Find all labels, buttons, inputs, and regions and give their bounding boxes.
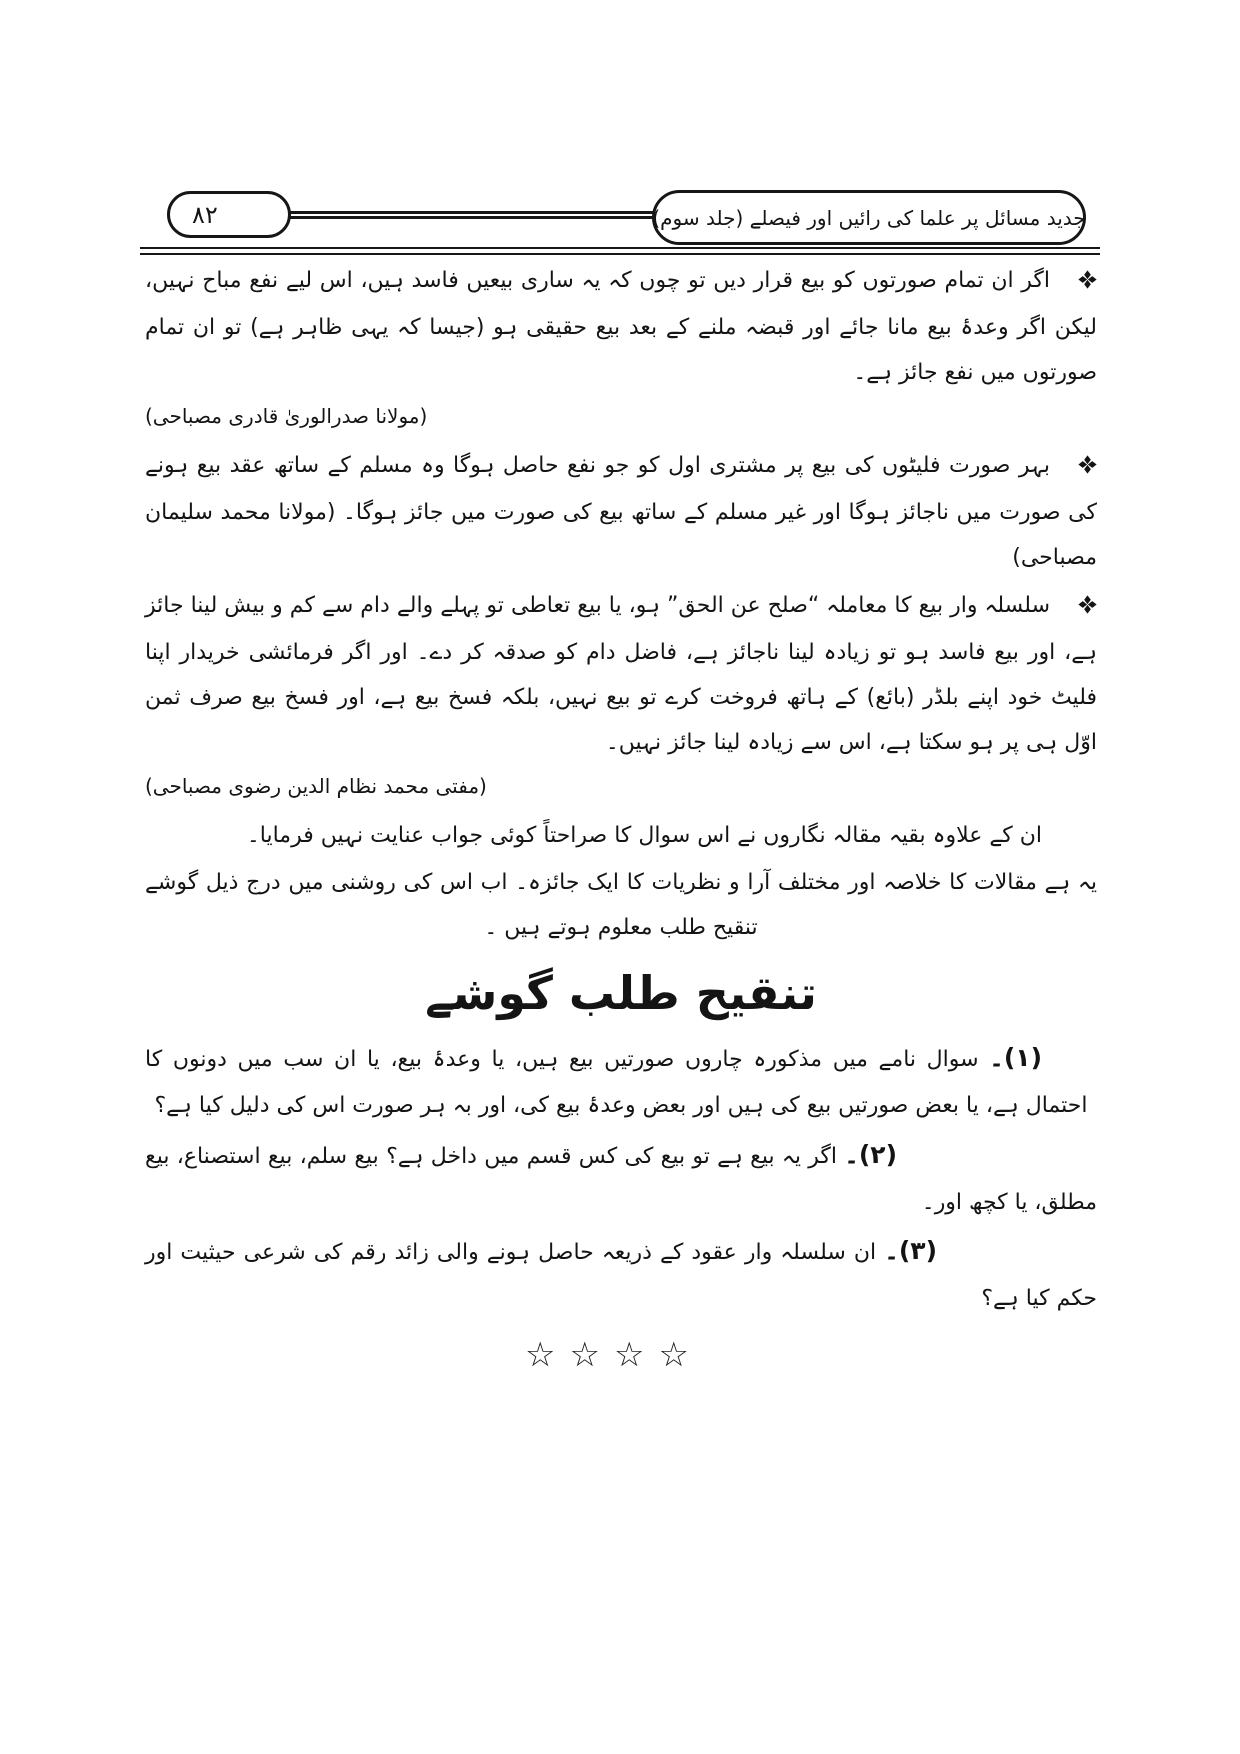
- header-connector-line: [289, 211, 655, 219]
- book-title: جدید مسائل پر علما کی رائیں اور فیصلے (جلد سوم): [652, 205, 1086, 230]
- bullet-text: اگر ان تمام صورتوں کو بیع قرار دیں تو چوں کہ یہ ساری بیعیں فاسد ہیں، اس لیے نفع مباح نہیں، لیکن اگر وعدۂ بیع مانا جائے اور قبضہ ملنے کے بعد بیع حقیقی ہو (جیسا کہ یہی ظاہر ہے) تو ان تمام صورتوں میں نفع جائز ہے۔: [145, 268, 1097, 386]
- numbered-item: [145, 1032, 1097, 1128]
- numbered-item: [145, 1225, 1097, 1321]
- diamond-bullet-icon: [1078, 260, 1097, 305]
- item-text: سوال نامے میں مذکورہ چاروں صورتیں بیع ہیں، یا وعدۂ بیع، یا ان سب میں دونوں کا احتمال ہے، یا بعض صورتیں بیع کی ہیں اور بعض وعدۂ بیع کی، اور بہ ہر صورت اس کی دلیل کیا ہے؟: [145, 1047, 1088, 1119]
- item-number: (۳)۔: [884, 1235, 937, 1265]
- numbered-item: [145, 1129, 1097, 1225]
- bullet-paragraph: [145, 258, 1097, 395]
- attribution: (مفتی محمد نظام الدین رضوی مصباحی): [145, 773, 487, 798]
- item-text: اگر یہ بیع ہے تو بیع کی کس قسم میں داخل ہے؟ بیع سلم، بیع استصناع، بیع مطلق، یا کچھ اور۔: [145, 1143, 1097, 1215]
- page-content: [145, 258, 1097, 1375]
- paragraph: ان کے علاوہ بقیہ مقالہ نگاروں نے اس سوال کا صراحتاً کوئی جواب عنایت نہیں فرمایا۔: [246, 822, 1042, 848]
- bullet-text: سلسلہ وار بیع کا معاملہ “صلح عن الحق” ہو، یا بیع تعاطی تو پہلے والے دام سے کم و بیش لینا جائز ہے، اور بیع فاسد ہو تو زیادہ لینا ناجائز ہے، فاضل دام کو صدقہ کر دے۔ اور اگر فرمائشی خریدار اپنا فلیٹ خود اپنے بلڈر (بائع) کے ہاتھ فروخت کرے تو بیع نہیں، بلکہ فسخ بیع ہے، اور فسخ بیع صرف ثمن اوّل ہی پر ہو سکتا ہے، اس سے زیادہ لینا جائز نہیں۔: [145, 592, 1097, 755]
- item-text: ان سلسلہ وار عقود کے ذریعہ حاصل ہونے والی زائد رقم کی شرعی حیثیت اور حکم کیا ہے؟: [145, 1239, 1097, 1312]
- item-number: (۲)۔: [844, 1139, 897, 1169]
- section-heading: تنقیح طلب گوشے: [425, 966, 817, 1021]
- diamond-bullet-icon: [1078, 585, 1097, 630]
- stars-ornament: ☆☆☆☆: [525, 1335, 703, 1376]
- item-number: (۱)۔: [989, 1043, 1042, 1073]
- diamond-bullet-icon: [1078, 445, 1097, 490]
- paragraph: یہ ہے مقالات کا خلاصہ اور مختلف آرا و نظریات کا ایک جائزہ۔ اب اس کی روشنی میں درج ذیل گوشے تنقیح طلب معلوم ہوتے ہیں ۔: [145, 870, 1097, 941]
- bullet-text: بہر صورت فلیٹوں کی بیع پر مشتری اول کو جو نفع حاصل ہوگا وہ مسلم کے ساتھ عقد بیع ہونے کی صورت میں ناجائز ہوگا اور غیر مسلم کے ساتھ بیع کی صورت میں جائز ہوگا۔ (مولانا محمد سلیمان مصباحی): [145, 453, 1097, 571]
- page-number: ۸۲: [192, 200, 218, 229]
- bullet-paragraph: [145, 443, 1097, 580]
- book-title-badge: [652, 190, 1086, 245]
- header-rule: [140, 247, 1100, 255]
- attribution: (مولانا صدرالوریٰ قادری مصباحی): [145, 404, 428, 429]
- page-number-badge: [167, 191, 291, 238]
- bullet-paragraph: [145, 583, 1097, 765]
